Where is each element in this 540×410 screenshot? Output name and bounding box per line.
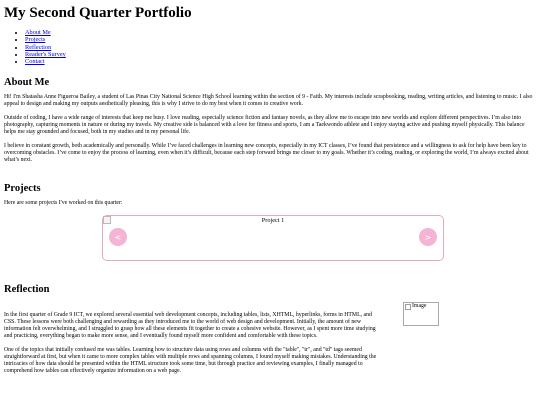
about-paragraph-2: Outside of coding, I have a wide range of interests that keep me busy. I love reading, especially science fiction and fantasy novels, as they allow me to escape into new worlds and explore different perspectives. I’m also into photography, capturing moments in nature or during my travels. My creative side is balanced with a love for fitness and sports, I am a Taekwondo athlete and I enjoy staying active and pushing myself physically. This balance helps me stay grounded and focused, both in my studies and in my personal life. (4, 115, 525, 136)
slide-caption: Project 1 (261, 217, 285, 225)
about-paragraph-1: Hi! I'm Shatasha Anne Figueroa Bailey, a student of Las Pinas City National Science High School learning within the section of 9 - Faith. My interests include scrapbooking, reading, writing articles, and listening to music. I also appeal to design and making my outputs aesthetically pleasing, this is why I strive to do my best when it comes to creative work. (4, 94, 533, 108)
about-paragraph-3: I believe in constant growth, both academically and personally. While I’ve faced challenges in learning new concepts, especially in my ICT classes, I’ve found that persistence and a willingness to ask for help have been key to overcoming obstacles. I’ve come to enjoy the process of learning, even when it’s difficult, because each step forward brings me closer to my goals. Whether it’s coding, reading, or exploring the world, I’m always excited about what’s next. (4, 143, 529, 164)
reflection-paragraph-1: In the first quarter of Grade 9 ICT, we explored several essential web development concepts, including tables, lists, XHTML, hyperlinks, forms in HTML, and CSS. These lessons were both challenging and rewarding as they introduced me to the world of web design and development. Initially, the amount of new information felt overwhelming, and I struggled to grasp how all these elements fit together to create a cohesive website. However, as I spent more time studying and practicing, everything began to make more sense, and I eventually found myself more confident and comfortable with these topics. (4, 312, 376, 340)
project-carousel[interactable] (102, 215, 444, 261)
reflection-heading: Reflection (4, 284, 50, 296)
page (0, 5, 540, 375)
about-heading: About Me (4, 77, 50, 89)
reflection-body (4, 305, 536, 375)
chevron-right-icon: > (424, 232, 432, 242)
nav-link-reflection[interactable]: Reflection (25, 43, 52, 51)
nav-link-about-me[interactable]: About Me (25, 29, 51, 36)
carousel-next-button[interactable] (419, 228, 437, 246)
section-spacer (4, 171, 536, 183)
nav-item-projects (25, 36, 536, 43)
reflection-image (403, 302, 439, 326)
nav-link-contact[interactable]: Contact (25, 58, 45, 66)
nav-item-survey (25, 51, 536, 58)
reflection-section (4, 284, 536, 375)
nav-item-about (25, 29, 536, 36)
page-title: My Second Quarter Portfolio (4, 5, 192, 21)
nav-link-readers-survey[interactable]: Reader's Survey (25, 50, 66, 58)
nav-menu (4, 29, 536, 65)
projects-section (4, 183, 536, 265)
nav-link-projects[interactable]: Projects (25, 36, 46, 44)
projects-heading: Projects (4, 183, 41, 195)
about-section (4, 77, 536, 164)
chevron-left-icon: < (114, 232, 122, 242)
reflection-image-alt: Image (412, 303, 427, 310)
broken-image-icon (405, 304, 411, 310)
carousel-container (4, 215, 536, 265)
projects-intro: Here are some projects I've worked on this quarter: (4, 200, 123, 207)
nav-item-contact (25, 58, 536, 65)
nav-item-reflection (25, 44, 536, 51)
reflection-paragraph-2: One of the topics that initially confused me was tables. Learning how to structure data using rows and columns with the "table", "tr", and "td" tags seemed straightforward at first, but when it came to more complex tables with multiple rows and spanning columns, I found myself making mistakes. Understanding the intricacies of how data should be presented within the HTML structure took some time, but through practice and reviewing examples, I finally managed to comprehend how tables can effectively organize information on a web page. (4, 347, 377, 375)
carousel-prev-button[interactable] (109, 228, 127, 246)
